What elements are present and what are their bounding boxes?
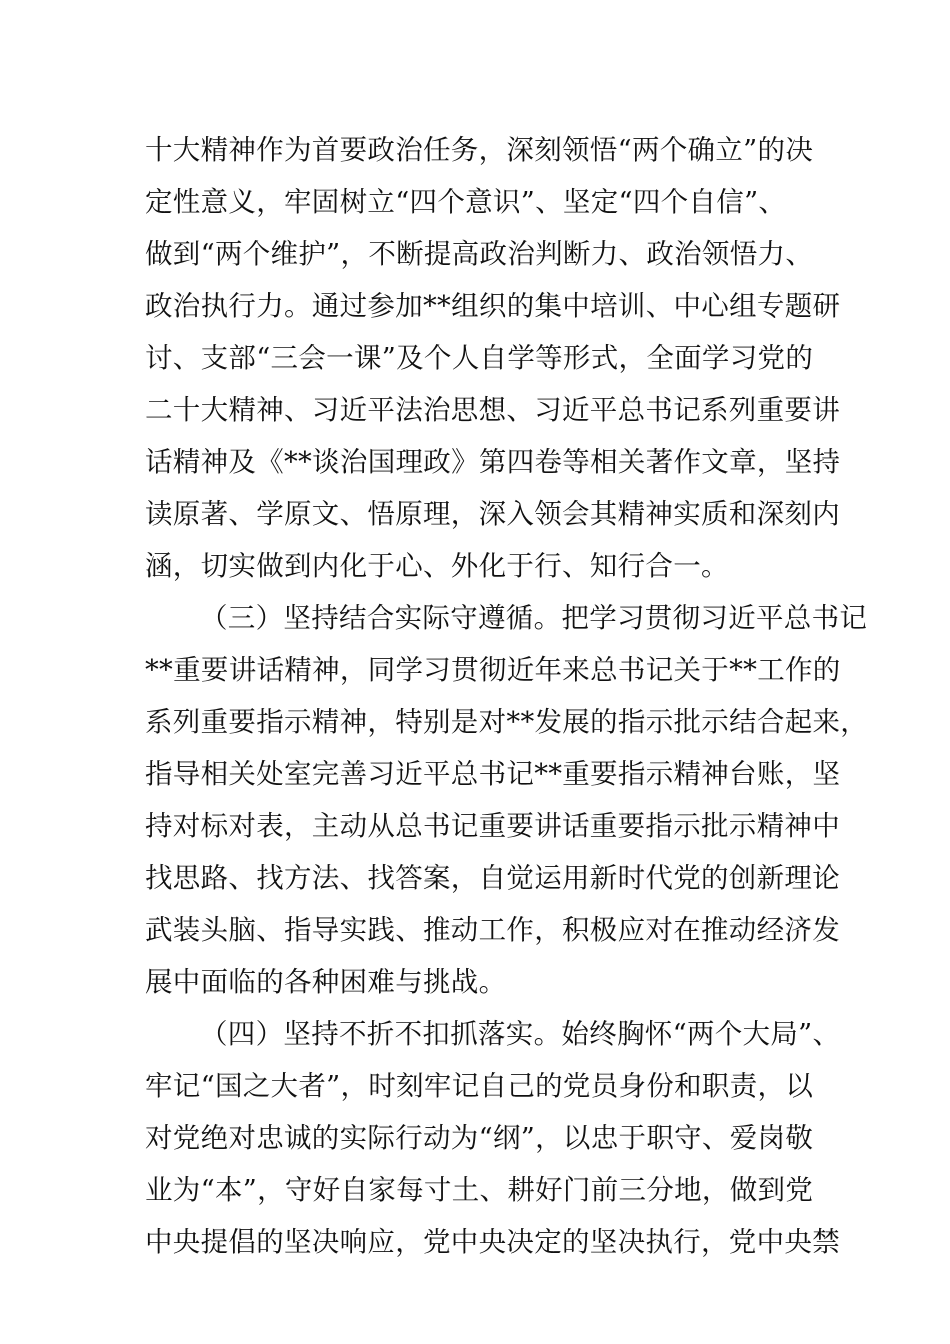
text-line: 讨、支部“三会一课”及个人自学等形式，全面学习党的 <box>145 342 814 374</box>
text-line: 二十大精神、习近平法治思想、习近平总书记系列重要讲 <box>145 394 840 426</box>
text-line: 话精神及《**谈治国理政》第四卷等相关著作文章，坚持 <box>145 446 841 478</box>
text-line: 持对标对表，主动从总书记重要讲话重要指示批示精神中 <box>145 810 840 842</box>
text-line: 做到“两个维护”，不断提高政治判断力、政治领悟力、 <box>145 238 814 270</box>
text-line: 牢记“国之大者”，时刻牢记自己的党员身份和职责，以 <box>145 1070 814 1102</box>
text-line: 武装头脑、指导实践、推动工作，积极应对在推动经济发 <box>145 914 840 946</box>
text-line: 涵，切实做到内化于心、外化于行、知行合一。 <box>145 550 729 582</box>
text-line: 读原著、学原文、悟原理，深入领会其精神实质和深刻内 <box>145 498 840 530</box>
section-three-heading-line: （三）坚持结合实际守遵循。把学习贯彻习近平总书记 <box>200 602 868 634</box>
text-line: 定性意义，牢固树立“四个意识”、坚定“四个自信”、 <box>145 186 787 218</box>
text-line: 指导相关处室完善习近平总书记**重要指示精神台账，坚 <box>145 758 841 790</box>
text-line: **重要讲话精神，同学习贯彻近年来总书记关于**工作的 <box>145 654 841 686</box>
document-body <box>145 124 869 1268</box>
section-four-heading-line: （四）坚持不折不扣抓落实。始终胸怀“两个大局”、 <box>200 1018 841 1050</box>
text-line: 找思路、找方法、找答案，自觉运用新时代党的创新理论 <box>145 862 840 894</box>
text-line: 中央提倡的坚决响应，党中央决定的坚决执行，党中央禁 <box>145 1226 840 1258</box>
text-line: 展中面临的各种困难与挑战。 <box>145 966 507 998</box>
text-line: 业为“本”，守好自家每寸土、耕好门前三分地，做到党 <box>145 1174 814 1206</box>
text-line: 政治执行力。通过参加**组织的集中培训、中心组专题研 <box>145 290 841 322</box>
text-line: 对党绝对忠诚的实际行动为“纲”，以忠于职守、爱岗敬 <box>145 1122 814 1154</box>
text-line: 系列重要指示精神，特别是对**发展的指示批示结合起来， <box>145 706 869 738</box>
text-line: 十大精神作为首要政治任务，深刻领悟“两个确立”的决 <box>145 134 814 166</box>
